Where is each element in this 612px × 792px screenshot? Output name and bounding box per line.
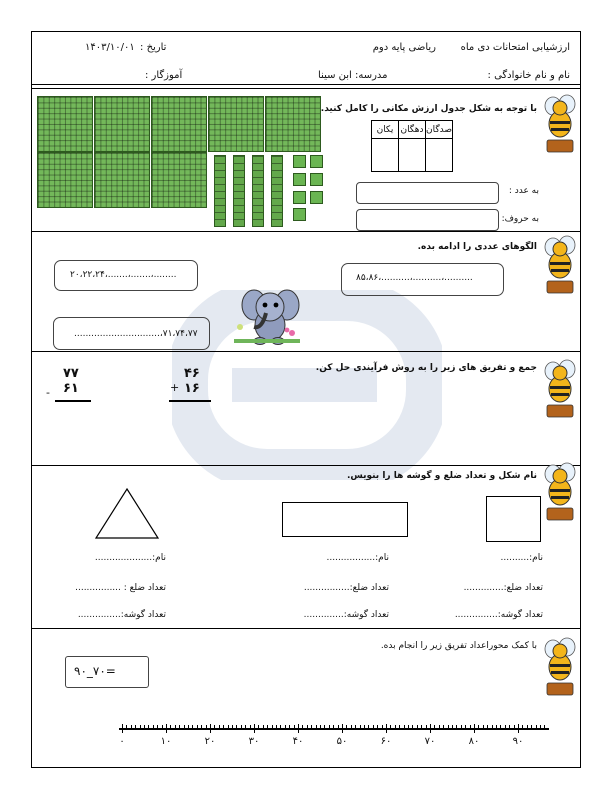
divider — [31, 88, 581, 89]
number-line-minor-tick — [126, 725, 127, 730]
number-line-minor-tick — [206, 725, 207, 730]
words-answer-box[interactable] — [356, 209, 499, 231]
number-line-minor-tick — [439, 725, 440, 730]
minuend: ۷۷ — [63, 366, 79, 381]
number-line-tick — [210, 724, 211, 733]
date-value: ۱۴۰۳/۱۰/۰۱ — [85, 42, 135, 53]
number-line-tick — [386, 724, 387, 733]
number-line-minor-tick — [188, 725, 189, 730]
number-line-minor-tick — [461, 725, 462, 730]
number-line-label: ۱۰ — [160, 736, 172, 747]
number-line-minor-tick — [346, 725, 347, 730]
number-line-minor-tick — [470, 725, 471, 730]
number-line-tick — [254, 724, 255, 733]
unit-cube — [293, 191, 306, 204]
number-line-minor-tick — [184, 725, 185, 730]
addend-bottom: ۱۶ — [184, 381, 200, 396]
school-label: مدرسه: ابن سینا — [318, 70, 388, 81]
number-line-minor-tick — [426, 725, 427, 730]
number-line-minor-tick — [241, 725, 242, 730]
number-line-minor-tick — [522, 725, 523, 730]
number-line-minor-tick — [280, 725, 281, 730]
plus-sign: + — [170, 381, 180, 394]
number-line-minor-tick — [236, 725, 237, 730]
number-line-label: ۲۰ — [204, 736, 216, 747]
number-label: به عدد : — [508, 186, 539, 196]
number-line-minor-tick — [478, 725, 479, 730]
number-line-minor-tick — [390, 725, 391, 730]
number-line-minor-tick — [351, 725, 352, 730]
number-line-minor-tick — [360, 725, 361, 730]
number-line-minor-tick — [197, 725, 198, 730]
answer-ones-cell[interactable] — [372, 139, 399, 172]
subject-label: ریاضی پایه دوم — [372, 42, 436, 53]
number-answer-box[interactable] — [356, 182, 499, 204]
divider — [31, 231, 581, 232]
number-line-tick — [122, 724, 123, 733]
hundred-block — [37, 152, 93, 208]
number-line-minor-tick — [514, 725, 515, 730]
square-sides-field: تعداد ضلع:.............. — [463, 583, 543, 593]
divider — [31, 465, 581, 466]
number-line-minor-tick — [311, 725, 312, 730]
col-hundreds: صدگان — [426, 121, 453, 139]
number-line-tick — [298, 724, 299, 733]
number-line-minor-tick — [333, 725, 334, 730]
number-line-tick — [518, 724, 519, 733]
q3-instruction: جمع و تفریق های زیر را به روش فرآیندی حل کن. — [315, 363, 537, 373]
number-line-minor-tick — [364, 725, 365, 730]
elephant-illustration — [232, 283, 302, 347]
rectangle-shape — [282, 502, 408, 537]
hundred-block — [265, 96, 321, 152]
number-line-minor-tick — [162, 725, 163, 730]
place-value-table — [371, 120, 453, 172]
number-line-minor-tick — [540, 725, 541, 730]
unit-cube — [293, 173, 306, 186]
number-line-minor-tick — [276, 725, 277, 730]
number-line-minor-tick — [448, 725, 449, 730]
number-line-minor-tick — [399, 725, 400, 730]
number-line-minor-tick — [302, 725, 303, 730]
number-line-tick — [430, 724, 431, 733]
ten-rod — [233, 155, 245, 227]
number-line-minor-tick — [329, 725, 330, 730]
unit-cube — [310, 191, 323, 204]
divider — [31, 351, 581, 352]
number-line-minor-tick — [465, 725, 466, 730]
hundred-block — [94, 152, 150, 208]
number-line-minor-tick — [201, 725, 202, 730]
number-line-label: ۰ — [119, 736, 125, 747]
rectangle-name-field: نام:................. — [326, 553, 389, 563]
pattern-a: ۲۰،۲۲،۲۴،.......،.......،........ — [70, 270, 177, 280]
number-line-minor-tick — [421, 725, 422, 730]
number-line-minor-tick — [157, 725, 158, 730]
number-line-minor-tick — [153, 725, 154, 730]
addend-top: ۴۶ — [184, 366, 200, 381]
bee-icon — [541, 357, 579, 419]
words-label: به حروف: — [501, 214, 539, 224]
subtraction-rule — [55, 400, 91, 402]
unit-cube — [293, 208, 306, 221]
ten-rod — [252, 155, 264, 227]
bee-icon — [541, 635, 579, 697]
number-line-minor-tick — [228, 725, 229, 730]
number-line-minor-tick — [170, 725, 171, 730]
number-line-minor-tick — [377, 725, 378, 730]
q4-instruction: نام شکل و تعداد ضلع و گوشه ها را بنویس. — [346, 471, 537, 481]
answer-tens-cell[interactable] — [399, 139, 426, 172]
number-line-label: ۷۰ — [424, 736, 436, 747]
number-line-minor-tick — [434, 725, 435, 730]
number-line-minor-tick — [140, 725, 141, 730]
number-line-minor-tick — [131, 725, 132, 730]
addition-rule — [169, 400, 211, 402]
number-line-minor-tick — [505, 725, 506, 730]
student-name-label: نام و نام خانوادگی : — [487, 70, 570, 81]
number-line-minor-tick — [382, 725, 383, 730]
triangle-name-field: نام:.................... — [94, 553, 166, 563]
number-line-minor-tick — [492, 725, 493, 730]
number-line-minor-tick — [320, 725, 321, 730]
number-line-minor-tick — [148, 725, 149, 730]
number-line-minor-tick — [536, 725, 537, 730]
number-line-label: ۶۰ — [380, 736, 392, 747]
number-line-minor-tick — [527, 725, 528, 730]
number-line-label: ۵۰ — [336, 736, 348, 747]
expression: ۹۰_۷۰= — [74, 664, 116, 678]
number-line-minor-tick — [179, 725, 180, 730]
triangle-shape — [94, 487, 160, 541]
number-line-minor-tick — [232, 725, 233, 730]
hundred-block — [151, 96, 207, 152]
number-line-minor-tick — [531, 725, 532, 730]
number-line-minor-tick — [219, 725, 220, 730]
divider — [31, 628, 581, 629]
col-tens: دهگان — [399, 121, 426, 139]
number-line-minor-tick — [373, 725, 374, 730]
pattern-b: ۸۵،۸۶،..........،..........،.......... — [356, 273, 473, 283]
minus-sign: - — [46, 386, 50, 399]
number-line-minor-tick — [289, 725, 290, 730]
number-line-minor-tick — [452, 725, 453, 730]
number-line-minor-tick — [417, 725, 418, 730]
number-line-minor-tick — [135, 725, 136, 730]
number-line-minor-tick — [245, 725, 246, 730]
number-line-label: ۹۰ — [512, 736, 524, 747]
number-line-minor-tick — [338, 725, 339, 730]
number-line-minor-tick — [294, 725, 295, 730]
number-line-minor-tick — [456, 725, 457, 730]
unit-cube — [293, 155, 306, 168]
square-name-field: نام:.......... — [500, 553, 543, 563]
number-line-minor-tick — [214, 725, 215, 730]
number-line-minor-tick — [324, 725, 325, 730]
exam-title: ارزشیابی امتحانات دی ماه — [460, 42, 570, 53]
square-corners-field: تعداد گوشه:............... — [454, 610, 543, 620]
number-line-label: ۴۰ — [292, 736, 304, 747]
triangle-sides-field: تعداد ضلع : ................ — [75, 583, 166, 593]
number-line-minor-tick — [412, 725, 413, 730]
bee-icon — [541, 460, 579, 522]
number-line-minor-tick — [487, 725, 488, 730]
number-line-tick — [474, 724, 475, 733]
q5-instruction: با کمک محوراعداد تفریق زیر را انجام بده. — [380, 641, 537, 651]
number-line-label: ۸۰ — [468, 736, 480, 747]
number-line-tick — [342, 724, 343, 733]
number-line-minor-tick — [267, 725, 268, 730]
number-line-minor-tick — [316, 725, 317, 730]
number-line-minor-tick — [395, 725, 396, 730]
number-line-minor-tick — [368, 725, 369, 730]
bee-icon — [541, 92, 579, 154]
col-ones: یکان — [372, 121, 399, 139]
subtrahend: ۶۱ — [63, 381, 79, 396]
answer-hundreds-cell[interactable] — [426, 139, 453, 172]
hundred-block — [37, 96, 93, 152]
number-line-minor-tick — [509, 725, 510, 730]
bee-icon — [541, 233, 579, 295]
number-line-minor-tick — [175, 725, 176, 730]
number-line-tick — [166, 724, 167, 733]
divider — [31, 84, 581, 85]
number-line-minor-tick — [408, 725, 409, 730]
q2-instruction: الگوهای عددی را ادامه بده. — [417, 242, 537, 252]
number-line-minor-tick — [258, 725, 259, 730]
rectangle-corners-field: تعداد گوشه:.............. — [303, 610, 389, 620]
number-line-minor-tick — [307, 725, 308, 730]
number-line-minor-tick — [285, 725, 286, 730]
ten-rod — [214, 155, 226, 227]
unit-cube — [310, 173, 323, 186]
hundred-block — [94, 96, 150, 152]
hundred-block — [151, 152, 207, 208]
triangle-corners-field: تعداد گوشه:............... — [77, 610, 166, 620]
hundred-block — [208, 96, 264, 152]
number-line-minor-tick — [443, 725, 444, 730]
number-line-minor-tick — [404, 725, 405, 730]
teacher-label: آموزگار : — [145, 70, 183, 81]
number-line-minor-tick — [500, 725, 501, 730]
unit-cube — [310, 155, 323, 168]
number-line-minor-tick — [250, 725, 251, 730]
number-line-minor-tick — [355, 725, 356, 730]
number-line-minor-tick — [544, 725, 545, 730]
q1-instruction: با توجه به شکل جدول ارزش مکانی را کامل کنید. — [320, 104, 537, 114]
ten-rod — [271, 155, 283, 227]
number-line-minor-tick — [483, 725, 484, 730]
rectangle-sides-field: تعداد ضلع:................ — [303, 583, 389, 593]
number-line-minor-tick — [272, 725, 273, 730]
number-line-minor-tick — [223, 725, 224, 730]
pattern-c: ..............................،۷۱،۷۴،۷۷ — [74, 329, 198, 339]
number-line-label: ۳۰ — [248, 736, 260, 747]
number-line-minor-tick — [144, 725, 145, 730]
square-shape — [486, 496, 541, 542]
number-line-minor-tick — [192, 725, 193, 730]
number-line-minor-tick — [263, 725, 264, 730]
number-line-minor-tick — [496, 725, 497, 730]
date-label: تاریخ : — [140, 42, 167, 53]
